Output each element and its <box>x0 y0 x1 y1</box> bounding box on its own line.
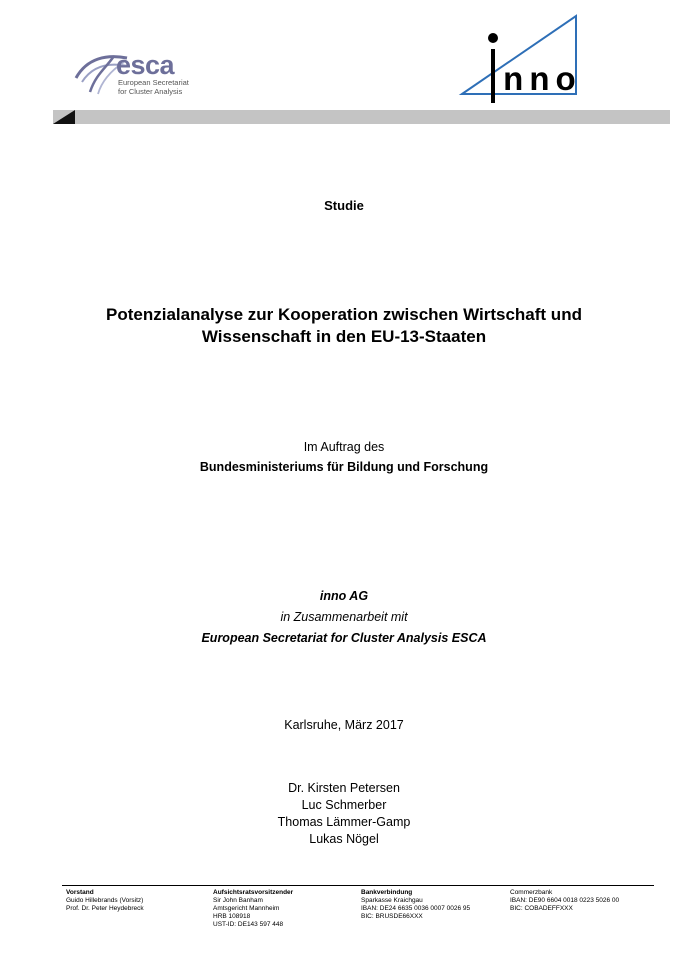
footer-supervisory <box>213 889 293 929</box>
footer-supervisory-heading: Aufsichtsratsvorsitzender <box>213 889 294 896</box>
footer-supervisory-line: UST-ID: DE143 597 448 <box>213 921 284 928</box>
esca-logo <box>72 48 202 98</box>
footer-board-line: Guido Hillebrands (Vorsitz) <box>66 897 144 904</box>
commission-intro: Im Auftrag des <box>303 440 385 454</box>
esca-subtitle-line-2: for Cluster Analysis <box>118 87 183 96</box>
author-3: Thomas Lämmer-Gamp <box>277 815 411 829</box>
inno-wordmark <box>488 60 582 98</box>
inno-logo <box>458 12 582 104</box>
footer-commerzbank <box>510 889 619 913</box>
partner-org: European Secretariat for Cluster Analysis ESCA <box>201 631 487 645</box>
footer-bank-line: BIC: BRUSDE66XXX <box>361 913 423 920</box>
cooperation-text: in Zusammenarbeit mit <box>280 610 408 624</box>
esca-wordmark: esca <box>116 50 175 80</box>
footer-divider <box>62 885 654 886</box>
title-line-2: Wissenschaft in den EU-13-Staaten <box>201 327 487 346</box>
footer-board-heading: Vorstand <box>66 889 94 896</box>
footer-supervisory-line: Amtsgericht Mannheim <box>213 905 280 912</box>
esca-subtitle-line-1: European Secretariat <box>118 78 189 87</box>
commissioner: Bundesministeriums für Bildung und Forschung <box>199 460 489 474</box>
footer-commerzbank-line: IBAN: DE90 6604 0018 0223 5026 00 <box>510 897 620 904</box>
place-date: Karlsruhe, März 2017 <box>284 718 404 732</box>
footer-supervisory-line: Sir John Banham <box>213 897 263 904</box>
esca-subtitle <box>118 78 189 96</box>
document-type: Studie <box>324 198 364 213</box>
footer-bank-line: Sparkasse Kraichgau <box>361 897 423 904</box>
inno-wordmark-text: nno <box>503 60 582 97</box>
document-title <box>0 304 688 348</box>
author-2: Luc Schmerber <box>301 798 387 812</box>
author-org: inno AG <box>319 589 369 603</box>
header-bar <box>53 110 670 124</box>
title-line-1: Potenzialanalyse zur Kooperation zwischen Wirtschaft und <box>106 305 582 324</box>
footer-supervisory-line: HRB 108918 <box>213 913 251 920</box>
author-1: Dr. Kirsten Petersen <box>288 781 400 795</box>
footer-bank <box>361 889 470 921</box>
footer-bank-heading: Bankverbindung <box>361 889 413 896</box>
footer-commerzbank-line: BIC: COBADEFFXXX <box>510 905 573 912</box>
footer-bank-line: IBAN: DE24 6635 0036 0007 0026 95 <box>361 905 471 912</box>
author-4: Lukas Nögel <box>309 832 379 846</box>
footer-board <box>66 889 144 913</box>
footer-board-line: Prof. Dr. Peter Heydebreck <box>66 905 144 912</box>
footer-commerzbank-heading: Commerzbank <box>510 889 553 896</box>
